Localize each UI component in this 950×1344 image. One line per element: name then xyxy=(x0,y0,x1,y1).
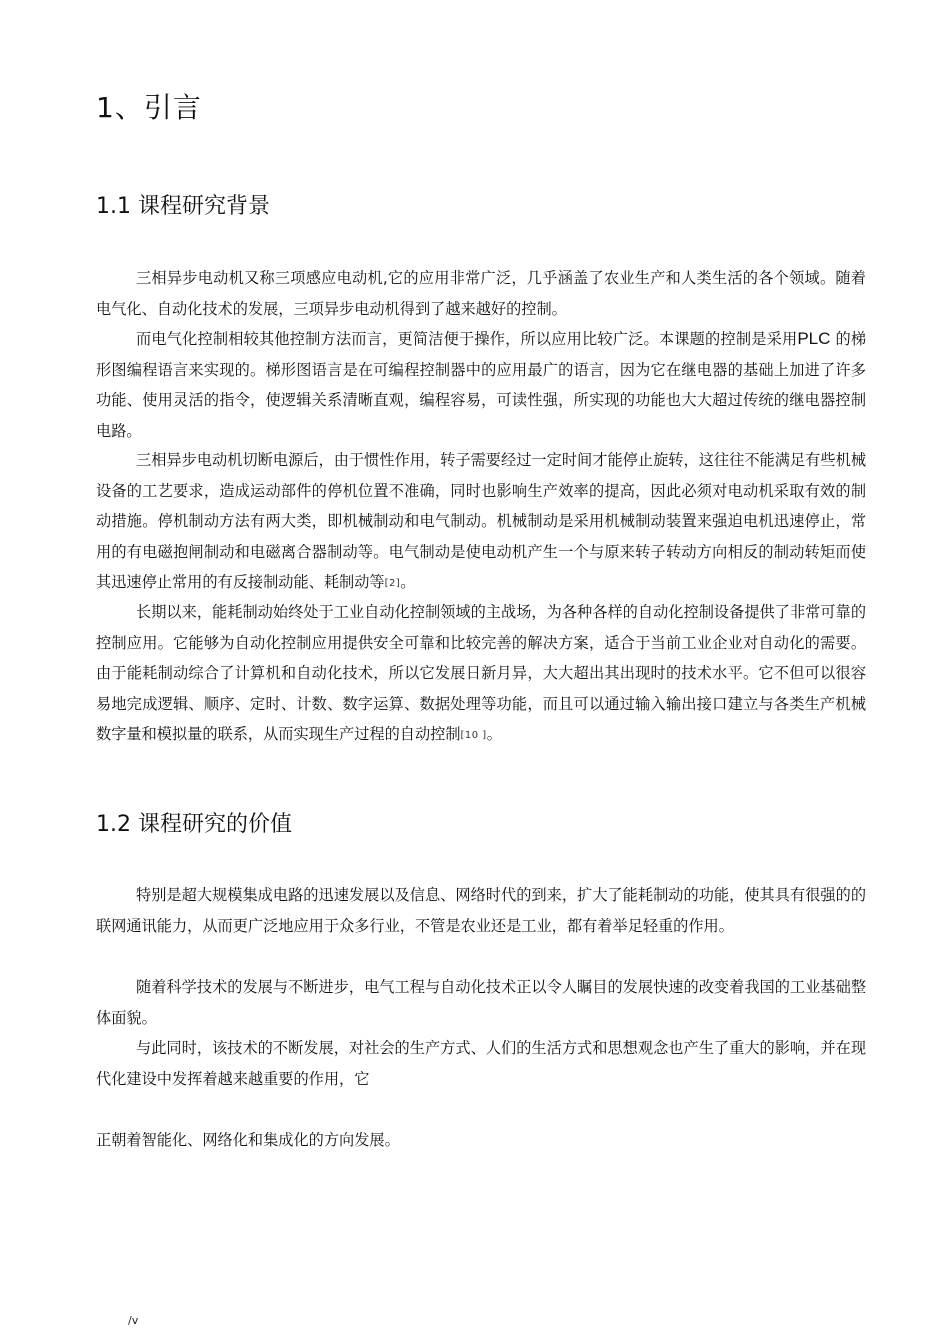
paragraph-tech-progress: 随着科学技术的发展与不断进步，电气工程与自动化技术正以令人瞩目的发展快速的改变着我国的工业基础整体面貌。 xyxy=(96,978,866,1027)
citation-2: [2] xyxy=(384,578,401,589)
paragraph-braking-end: 。 xyxy=(400,573,416,591)
section-heading-background: 1.1 课程研究背景 xyxy=(96,194,270,219)
citation-10: [10 ] xyxy=(460,730,487,741)
paragraph-plc-text-a: 而电气化控制相较其他控制方法而言，更简洁便于操作，所以应用比较广泛。本课题的控制是采用 xyxy=(136,330,798,348)
chapter-heading: 1、引言 xyxy=(96,91,202,124)
paragraph-future-direction: 正朝着智能化、网络化和集成化的方向发展。 xyxy=(96,1131,400,1149)
paragraph-energy-braking xyxy=(96,597,866,752)
paragraph-plc-control xyxy=(96,324,866,446)
section-heading-value: 1.2 课程研究的价值 xyxy=(96,812,292,837)
paragraph-social-impact: 与此同时，该技术的不断发展，对社会的生产方式、人们的生活方式和思想观念也产生了重大的影响，并在现代化建设中发挥着越来越重要的作用，它 xyxy=(96,1039,866,1088)
plc-term: PLC xyxy=(797,329,831,348)
paragraph-energy-end: 。 xyxy=(486,725,502,743)
paragraph-braking-text: 三相异步电动机切断电源后，由于惯性作用，转子需要经过一定时间才能停止旋转，这往往不能满足有些机械设备的工艺要求，造成运动部件的停机位置不准确，同时也影响生产效率的提高，因此必须对电动机采取有效的制动措施。停机制动方法有两大类，即机械制动和电气制动。机械制动是采用机械制动装置来强迫电机迅速停止，常用的有电磁抱闸制动和电磁离合器制动等。电气制动是使电动机产生一个与原来转子转动方向相反的制动转矩而使其迅速停止常用的有反接制动能、耗制动等 xyxy=(96,451,866,591)
paragraph-plc-text-b: 的梯形图编程语言来实现的。梯形图语言是在可编程控制器中的应用最广的语言，因为它在继电器的基础上加进了许多功能、使用灵活的指令，使逻辑关系清晰直观，编程容易，可读性强，所实现的功能也大大超过传统的继电器控制电路。 xyxy=(96,330,867,440)
paragraph-vlsi-development: 特别是超大规模集成电路的迅速发展以及信息、网络时代的到来，扩大了能耗制动的功能，使其具有很强的的联网通讯能力，从而更广泛地应用于众多行业，不管是农业还是工业，都有着举足轻重的作用。 xyxy=(96,886,866,935)
paragraph-braking-methods xyxy=(96,445,866,600)
paragraph-energy-text: 长期以来，能耗制动始终处于工业自动化控制领域的主战场，为各种各样的自动化控制设备提供了非常可靠的控制应用。它能够为自动化控制应用提供安全可靠和比较完善的解决方案，适合于当前工业企业对自动化的需要。由于能耗制动综合了计算机和自动化技术，所以它发展日新月异，大大超出其出现时的技术水平。它不但可以很容易地完成逻辑、顺序、定时、计数、数字运算、数据处理等功能，而且可以通过输入输出接口建立与各类生产机械数字量和模拟量的联系，从而实现生产过程的自动控制 xyxy=(96,603,866,743)
page-footer-mark: /v xyxy=(128,1314,139,1327)
paragraph-motor-intro: 三相异步电动机又称三项感应电动机,它的应用非常广泛，几乎涵盖了农业生产和人类生活的各个领域。随着电气化、自动化技术的发展，三项异步电动机得到了越来越好的控制。 xyxy=(96,269,866,318)
